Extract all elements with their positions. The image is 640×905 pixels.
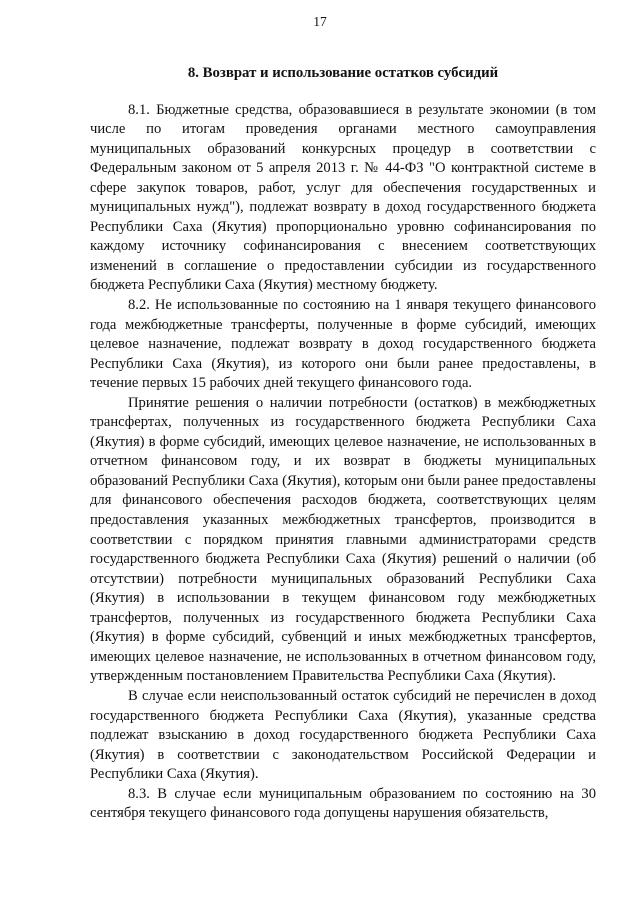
paragraph-unused-remainder: В случае если неиспользованный остаток субсидий не перечислен в доход государственного бюджета Республики Саха (Якутия), указанные средства подлежат взысканию в доход государственного бюджета Республики Саха (Якутия) в соответствии с законодательством Российской Федерации и Республики Саха (Якутия). — [90, 687, 596, 783]
page-number: 17 — [313, 14, 327, 29]
paragraph-8-3: 8.3. В случае если муниципальным образованием по состоянию на 30 сентября текущего финансового года допущены нарушения обязательств, — [90, 785, 596, 822]
paragraph-8-1: 8.1. Бюджетные средства, образовавшиеся в результате экономии (в том числе по итогам проведения органами местного самоуправления муниципальных образований конкурсных процедур в соответствии с Федеральным законом от 5 апреля 2013 г. № 44-ФЗ "О контрактной системе в сфере закупок товаров, работ, услуг для обеспечения государственных и муниципальных нужд"), подлежат возврату в доход государственного бюджета Республики Саха (Якутия) пропорционально уровню софинансирования по каждому источнику софинансирования с внесением соответствующих изменений в соглашение о предоставлении субсидии из государственного бюджета Республики Саха (Якутия) местному бюджету. — [90, 101, 596, 294]
paragraph-8-2: 8.2. Не использованные по состоянию на 1 января текущего финансового года межбюджетные трансферты, полученные в форме субсидий, имеющих целевое назначение, подлежат возврату в доход государственного бюджета Республики Саха (Якутия), из которого они были ранее предоставлены, в течение первых 15 рабочих дней текущего финансового года. — [90, 297, 596, 392]
section-heading: 8. Возврат и использование остатков субсидий — [187, 65, 499, 81]
paragraph-decision: Принятие решения о наличии потребности (остатков) в межбюджетных трансфертах, полученных из государственного бюджета Республики Саха (Якутия) в форме субсидий, имеющих целевое назначение, не использованных в отчетном финансовом году, и их возврат в бюджеты муниципальных образований Республики Саха (Якутия), которым они были ранее предоставлены для финансового обеспечения расходов бюджета, соответствующих целям предоставления указанных межбюджетных трансфертов, производится в соответствии с порядком принятия главными администраторами средств государственного бюджета Республики Саха (Якутия) решений о наличии (об отсутствии) потребности муниципальных образований Республики Саха (Якутия) в использовании в текущем финансовом году межбюджетных трансфертов, полученных из государственного бюджета Республики Саха (Якутия) в форме субсидий, субвенций и иных межбюджетных трансфертов, имеющих целевое назначение, не использованных в отчетном финансовом году, утвержденным постановлением Правительства Республики Саха (Якутия). — [90, 394, 596, 685]
document-body — [90, 64, 596, 824]
